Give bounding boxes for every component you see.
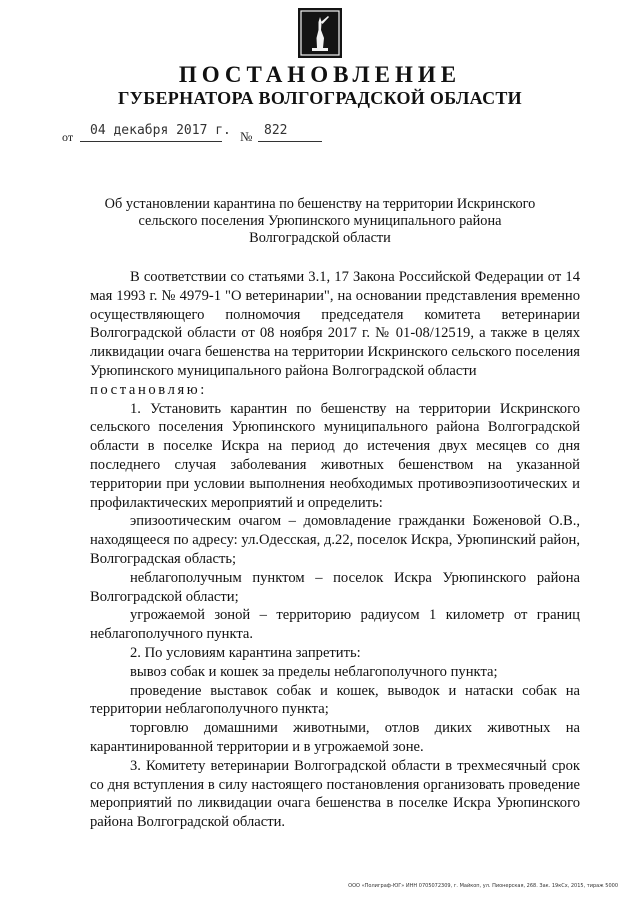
clause-2: 2. По условиям карантина запретить: [130, 644, 361, 661]
clause-2-item-2: проведение выставок собак и кошек, выводок и натаски собак на территории неблагополучного пункта; [90, 682, 580, 718]
subject-line-3: Волгоградской области [249, 230, 391, 246]
document-body [90, 268, 580, 832]
number-label: № [240, 129, 253, 144]
subject-line-2: сельского поселения Урюпинского муниципального района [138, 213, 502, 229]
document-title: ПОСТАНОВЛЕНИЕ [178, 62, 462, 87]
clause-2-item-3: торговлю домашними животными, отлов диких животных на карантинированной территории и в угрожаемой зоне. [90, 720, 580, 755]
clause-2-item-1: вывоз собак и кошек за пределы неблагополучного пункта; [130, 663, 498, 680]
clause-1: 1. Установить карантин по бешенству на территории Искринского сельского поселения Урюпинского муниципального района Волгоградской области в поселке Искра на период до истечения двух месяцев со дня последнего случая заболевания животных бешенством на указанной территории при условии выполнения необходимых противоэпизоотических и профилактических мероприятий и определить: [90, 400, 580, 511]
subject-line-1: Об установлении карантина по бешенству на территории Искринского [104, 196, 536, 212]
clause-1-zone: угрожаемой зоной – территорию радиусом 1 километр от границ неблагополучного пункта. [90, 607, 580, 643]
preamble-paragraph: В соответствии со статьями 3.1, 17 Закона Российской Федерации от 14 мая 1993 г. № 4979-1 "О ветеринарии", на основании представления временно осуществляющего полномочия председателя комитета ветеринарии Волгоградской области от 08 ноября 2017 г. № 01-08/12519, а также в целях ликвидации очага бешенства на территории Искринского сельского поселения Урюпинского муниципального района Волгоградской области [90, 269, 580, 379]
print-imprint: ООО «Полиграф-ЮГ» ИНН 0705072309, г. Майкоп, ул. Пионерская, 268. Зак. 19кСх, 2015, тираж 5000 [348, 883, 618, 889]
clause-1-focus: эпизоотическим очагом – домовладение гражданки Боженовой О.В., находящееся по адресу: ул.Одесская, д.22, поселок Искра, Урюпинский район, Волгоградская область; [90, 513, 580, 567]
date-underline [80, 141, 222, 142]
date-value: 04 декабря 2017 г. [90, 123, 231, 138]
clause-1-point: неблагополучным пунктом – поселок Искра Урюпинского района Волгоградской области; [90, 569, 580, 605]
date-label: от [62, 130, 74, 144]
volgograd-emblem-icon [298, 8, 342, 58]
clause-3: 3. Комитету ветеринарии Волгоградской области в трехмесячный срок со дня вступления в силу настоящего постановления организовать проведение мероприятий по ликвидации очага бешенства в поселке Искра Урюпинского района Волгоградской области. [90, 757, 580, 831]
number-underline [258, 141, 322, 142]
document-subtitle: ГУБЕРНАТОРА ВОЛГОГРАДСКОЙ ОБЛАСТИ [118, 88, 522, 108]
number-value: 822 [264, 123, 288, 138]
resolve-word: постановляю: [90, 381, 207, 398]
document-subject [0, 196, 640, 247]
